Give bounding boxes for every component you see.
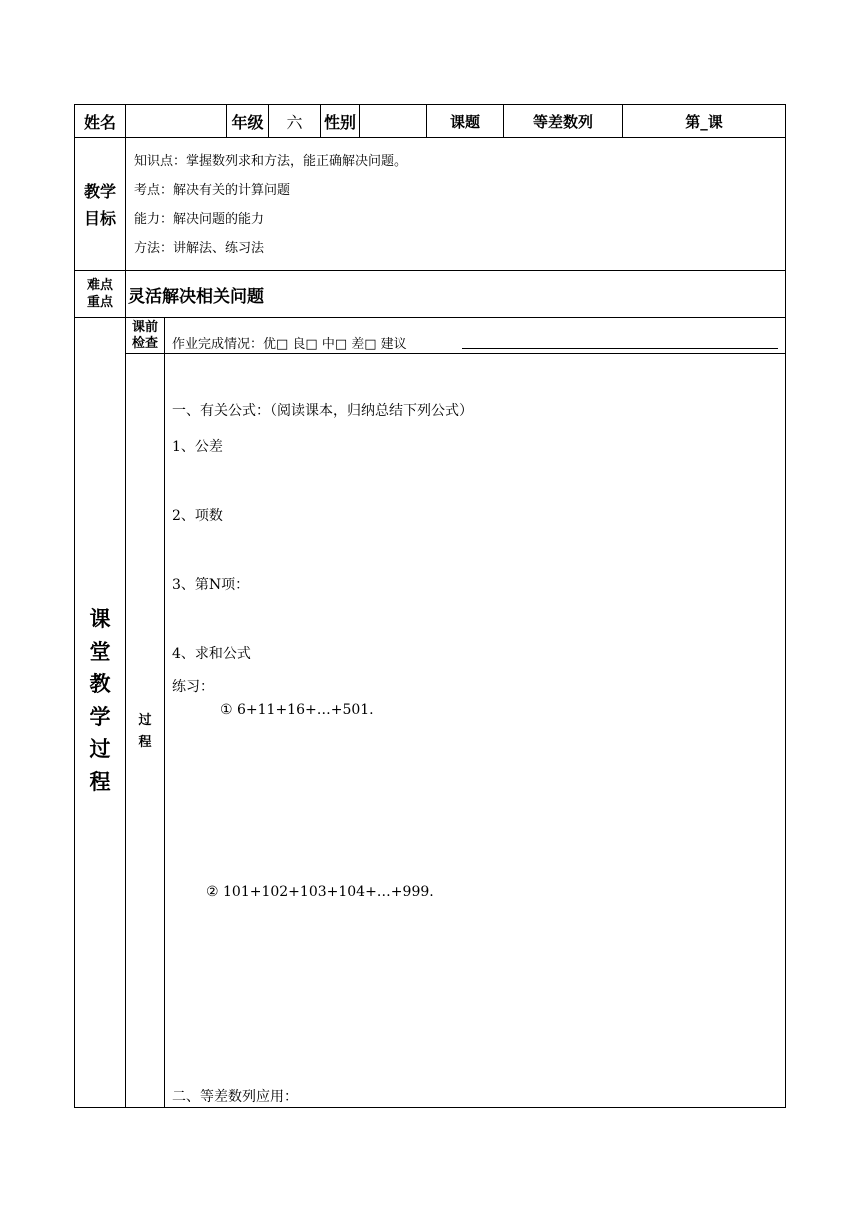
grade-value: 六 (286, 112, 303, 132)
objectives-label-line2: 目标 (83, 209, 116, 228)
classroom-label-char: 课 (89, 607, 111, 631)
objective-item: 能力：解决问题的能力 (134, 212, 265, 227)
difficulty-label-line2: 重点 (86, 295, 113, 310)
practice-label: 练习： (172, 679, 214, 695)
classroom-label-char: 学 (89, 704, 111, 729)
difficulty-content: 灵活解决相关问题 (128, 287, 264, 307)
section1-title: 一、有关公式：（阅读课本，归纳总结下列公式） (172, 403, 473, 419)
exercise-item: ② 101+102+103+104+…+999. (206, 884, 434, 900)
exercise-item: ① 6+11+16+…+501. (220, 702, 374, 718)
classroom-label-char: 过 (89, 737, 111, 761)
table-line (125, 353, 786, 354)
difficulty-label (75, 271, 125, 317)
table-line (74, 137, 786, 138)
topic-label: 课题 (449, 112, 480, 131)
classroom-label-char: 堂 (89, 639, 111, 664)
lesson-label: 第_课 (685, 112, 723, 131)
topic-value: 等差数列 (532, 112, 593, 131)
table-line (164, 317, 165, 1107)
objectives-label-line1: 教学 (83, 182, 116, 201)
process-label (126, 710, 164, 754)
formula-item: 3、第N项： (172, 577, 250, 593)
table-line (74, 317, 786, 318)
grade-label: 年级 (231, 112, 264, 132)
section2-title: 二、等差数列应用： (172, 1089, 298, 1105)
classroom-label (75, 603, 125, 798)
precheck-label-line1: 课前 (131, 319, 158, 335)
objectives-list (134, 147, 774, 263)
objective-item: 考点：解决有关的计算问题 (134, 183, 291, 198)
name-label: 姓名 (83, 112, 116, 132)
objective-item: 知识点：掌握数列求和方法，能正确解决问题。 (134, 154, 408, 169)
process-label-line1: 过 (138, 713, 152, 728)
difficulty-label-line1: 难点 (86, 278, 113, 293)
table-line (125, 137, 126, 317)
name-field[interactable] (126, 105, 226, 137)
process-label-line2: 程 (138, 735, 152, 750)
formula-item: 2、项数 (172, 508, 223, 524)
table-line (74, 1107, 786, 1108)
gender-field[interactable] (360, 105, 426, 137)
precheck-label (126, 318, 164, 353)
precheck-content: 作业完成情况：优□ 良□ 中□ 差□ 建议 (172, 337, 407, 352)
gender-label: 性别 (323, 112, 356, 132)
classroom-label-char: 程 (89, 769, 111, 794)
formula-item: 4、求和公式 (172, 646, 251, 662)
objective-item: 方法：讲解法、练习法 (134, 241, 265, 256)
table-line (74, 270, 786, 271)
objectives-label (75, 138, 125, 270)
table-line (785, 104, 786, 1108)
suggestion-underline[interactable] (462, 348, 778, 349)
formula-item: 1、公差 (172, 439, 223, 455)
precheck-label-line2: 检查 (131, 335, 158, 351)
classroom-label-char: 教 (89, 672, 111, 696)
